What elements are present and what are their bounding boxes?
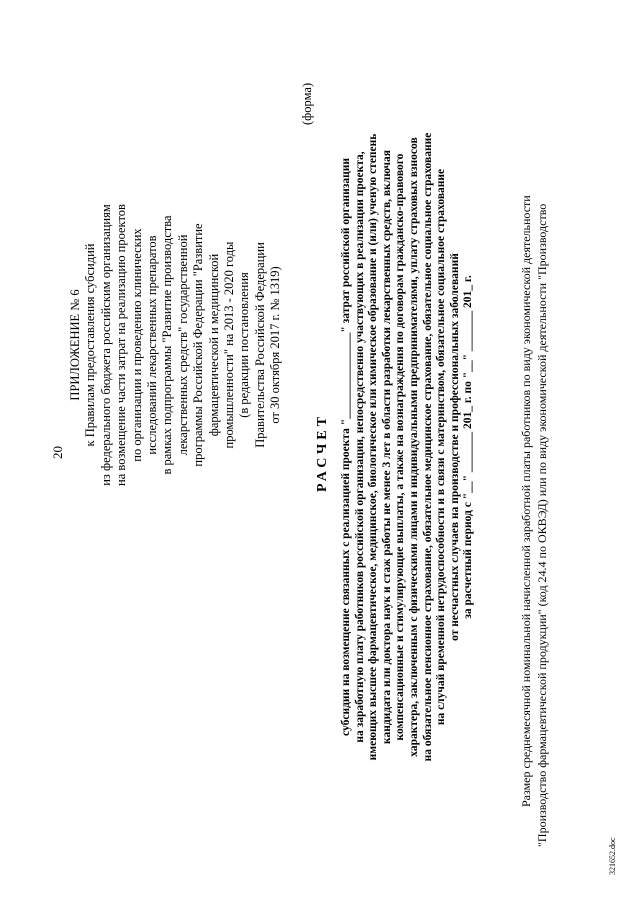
appendix-line: на возмещение части затрат на реализацию проектов (114, 204, 129, 486)
appendix-line: по организации и проведению клинических (129, 228, 144, 462)
subtitle-line: от несчастных случаев на производстве и профессиональных заболеваний (448, 253, 461, 641)
appendix-header (68, 65, 284, 625)
form-label: (форма) (300, 82, 314, 125)
document-title: РАСЧЕТ (315, 413, 330, 492)
appendix-line: фармацевтической и медицинской (206, 253, 221, 437)
body-line: Размер среднемесячной номинальной начисленной заработной платы работников по виду экономической деятельности (519, 195, 533, 807)
appendix-line: ПРИЛОЖЕНИЕ № 6 (68, 289, 82, 401)
appendix-line: программы Российской Федерации "Развитие (191, 223, 206, 467)
subtitle-line: на случай временной нетрудоспособности и в связи с материнством, обязательное социальное страхование (435, 168, 448, 726)
appendix-line: лекарственных средств" государственной (175, 234, 190, 456)
subtitle-line: за расчетный период с "__" _______ 201_ г. по "__" _______ 201_ г. (462, 275, 475, 619)
appendix-line: к Правилам предоставления субсидий (83, 243, 98, 447)
subtitle-line: на обязательное пенсионное страхование, обязательное медицинское страхование, обязательное социальное страхование (421, 132, 434, 762)
appendix-line: (в редакции постановления (237, 272, 252, 418)
appendix-line: от 30 октября 2017 г. № 1319) (268, 266, 283, 424)
body-paragraph (518, 47, 550, 847)
subtitle-line: на заработную плату работников российской организации, непосредственно участвующих в реализации проекта, (353, 151, 366, 743)
subtitle-line: имеющих высшее фармацевтическое, медицинское, биологическое или химическое образование и (или) ученую степень (367, 133, 380, 761)
appendix-line: из федерального бюджета российским организациям (98, 204, 113, 486)
appendix-line: промышленности" на 2013 - 2020 годы (222, 241, 237, 449)
appendix-line: исследований лекарственных препаратов (145, 235, 160, 455)
footer-doc-code: 321652.doc (608, 837, 617, 875)
body-line: "Производство фармацевтической продукции" (код 24.4 по ОКВЭД) или по виду экономической деятельности "Производство (535, 203, 549, 847)
appendix-line: Правительства Российской Федерации (252, 242, 267, 448)
subtitle-line: кандидата или доктора наук и стаж работы не менее 3 лет в области разработки лекарственных средств, включая (380, 150, 393, 744)
document-subtitle (340, 47, 476, 847)
subtitle-line: субсидии на возмещение связанных с реализацией проекта "_______________" затрат российской организации (340, 158, 352, 736)
appendix-line: в рамках подпрограммы "Развитие производства (160, 215, 175, 475)
subtitle-line: компенсационные и стимулирующие выплаты, а также на вознаграждения по договорам гражданско-правового (394, 153, 407, 741)
page-number: 20 (50, 446, 65, 459)
subtitle-line: характера, заключенным с физическими лицами и индивидуальными предпринимателями, уплату страховых взносов (407, 137, 420, 757)
